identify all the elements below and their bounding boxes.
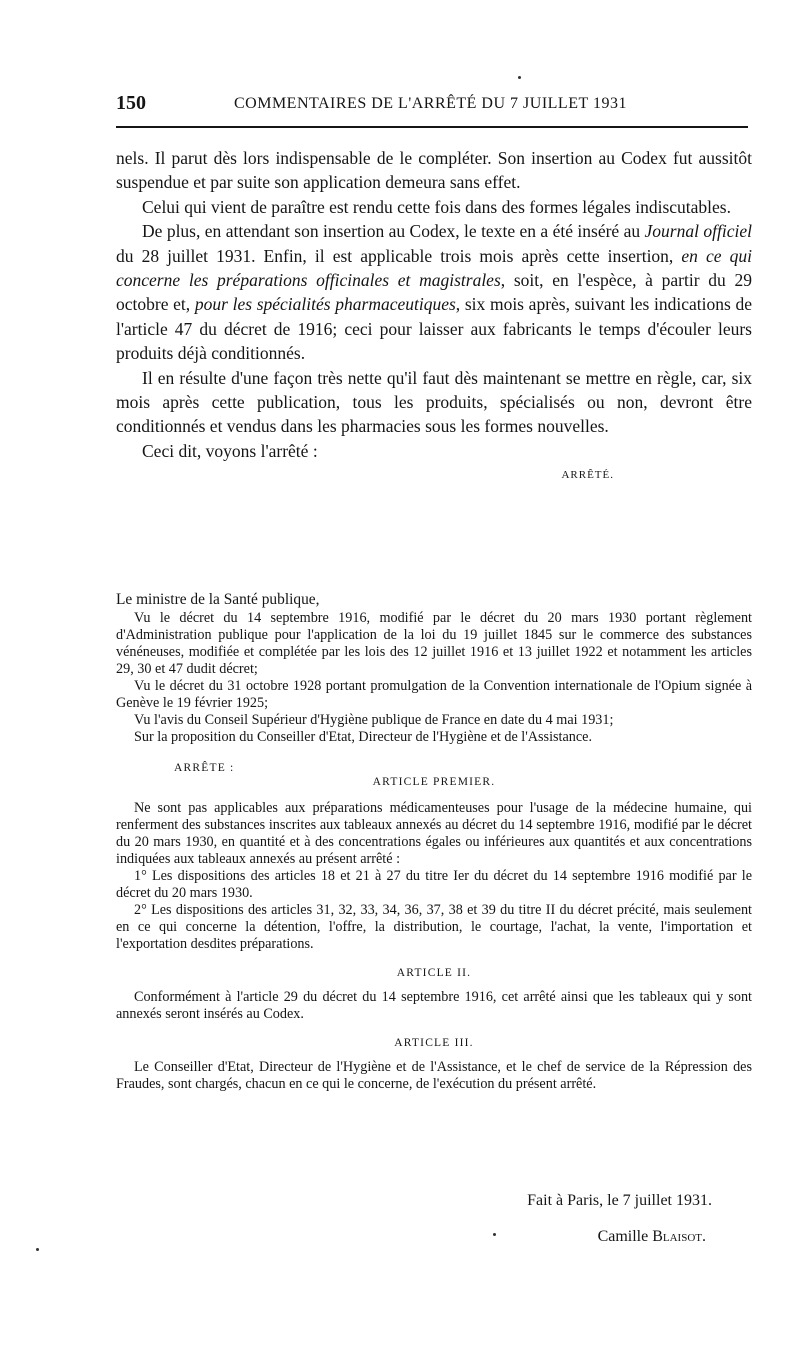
paragraph-application-dates	[116, 219, 752, 365]
specialites-italic: pour les spécialités pharmaceutiques	[194, 294, 456, 315]
article-3-title: ARTICLE III.	[394, 1037, 474, 1049]
article-1-title: ARTICLE PREMIER.	[372, 776, 496, 788]
paragraph-continuation: nels. Il parut dès lors indispensable de le compléter. Son insertion au Codex fut aussitôt suspendue et par suite son application demeura sans effet.	[116, 148, 752, 193]
article-1-item-1: 1° Les dispositions des articles 18 et 21 à 27 du titre Ier du décret du 14 septembre 1916 modifié par le décret du 20 mars 1930.	[116, 868, 752, 901]
minister-line: Le ministre de la Santé publique,	[116, 591, 320, 608]
article-2-title: ARTICLE II.	[396, 967, 472, 979]
journal-officiel-italic: Journal officiel	[644, 221, 752, 242]
paragraph-legal-forms: Celui qui vient de paraître est rendu cette fois dans des formes légales indiscutables.	[142, 196, 731, 217]
header-rule	[116, 126, 748, 128]
visa-1: Vu le décret du 14 septembre 1916, modifié par le décret du 20 mars 1930 portant règlement d'Administration publique pour l'application de la loi du 19 juillet 1845 sur le commerce des substances vénéneuses, modifiée et complétée par les lois des 12 juillet 1916 et 13 juillet 1922 et notamment les articles 29, 30 et 47 dudit décret;	[116, 610, 752, 677]
article-2-text: Conformément à l'article 29 du décret du 14 septembre 1916, cet arrêté ainsi que les tableaux qui y sont annexés seront insérés au Codex.	[116, 989, 752, 1022]
arrete-heading: ARRÊTÉ.	[561, 469, 614, 482]
signatory-last-name: Blaisot.	[652, 1228, 706, 1245]
text-run: , soit, en l'espèce, à partir du 29 octobre et,	[116, 270, 752, 315]
running-header	[116, 92, 748, 122]
print-speck	[518, 76, 521, 79]
running-title-prefix: COMMENTAIRES DE L'ARRÊTÉ DU	[234, 95, 506, 112]
signatory	[116, 1228, 706, 1246]
arrete-label: ARRÊTE :	[174, 762, 235, 774]
visa-3: Vu l'avis du Conseil Supérieur d'Hygiène publique de France en date du 4 mai 1931;	[134, 712, 614, 728]
print-speck	[493, 1233, 496, 1236]
paragraph-transition: Ceci dit, voyons l'arrêté :	[142, 440, 318, 461]
text-run: du 28 juillet 1931. Enfin, il est applicable trois mois après cette insertion,	[116, 245, 682, 266]
visa-2: Vu le décret du 31 octobre 1928 portant promulgation de la Convention internationale de l'Opium signée à Genève le 19 février 1925;	[116, 678, 752, 711]
page-number: 150	[116, 92, 146, 114]
commentary-text	[116, 146, 752, 485]
running-title	[234, 95, 627, 113]
place-date: Fait à Paris, le 7 juillet 1931.	[527, 1192, 712, 1209]
proposal-line: Sur la proposition du Conseiller d'Etat, Directeur de l'Hygiène et de l'Assistance.	[134, 729, 593, 745]
signatory-first-name: Camille	[597, 1228, 649, 1245]
running-title-date: 7 JUILLET 1931	[510, 95, 627, 112]
article-1-item-2: 2° Les dispositions des articles 31, 32, 33, 34, 36, 37, 38 et 39 du titre II du décret précité, mais seulement en ce qui concerne la détention, l'offre, la distribution, le courtage, l'achat, la vente, l'importation et l'exportation desdites préparations.	[116, 902, 752, 952]
preparations-italic: en ce qui concerne les préparations officinales et magistrales	[116, 245, 752, 291]
text-run: , six mois après, suivant les indications de l'article 47 du décret de 1916; ceci pour laisser aux fabricants le temps d'écouler leurs produits déjà conditionnés.	[116, 294, 752, 364]
signature-block	[116, 1192, 748, 1246]
paragraph-compliance: Il en résulte d'une façon très nette qu'il faut dès maintenant se mettre en règle, car, six mois après cette publication, tous les produits, spécialisés ou non, devront être conditionnés et vendus dans les pharmacies sous les formes nouvelles.	[116, 367, 752, 437]
print-speck	[36, 1248, 39, 1251]
decree-text	[116, 590, 752, 1093]
article-3-text: Le Conseiller d'Etat, Directeur de l'Hygiène et de l'Assistance, et le chef de service de la Répression des Fraudes, sont chargés, chacun en ce qui le concerne, de l'exécution du présent arrêté.	[116, 1059, 752, 1092]
article-1-text: Ne sont pas applicables aux préparations médicamenteuses pour l'usage de la médecine humaine, qui renferment des substances inscrites aux tableaux annexés au décret du 14 septembre 1916, modifié par le décret du 20 mars 1930, en quantité et à des concentrations égales ou inférieures aux quantités et aux concentrations indiquées aux tableaux annexés au présent arrêté :	[116, 800, 752, 867]
text-run: De plus, en attendant son insertion au Codex, le texte en a été inséré au	[142, 221, 645, 242]
